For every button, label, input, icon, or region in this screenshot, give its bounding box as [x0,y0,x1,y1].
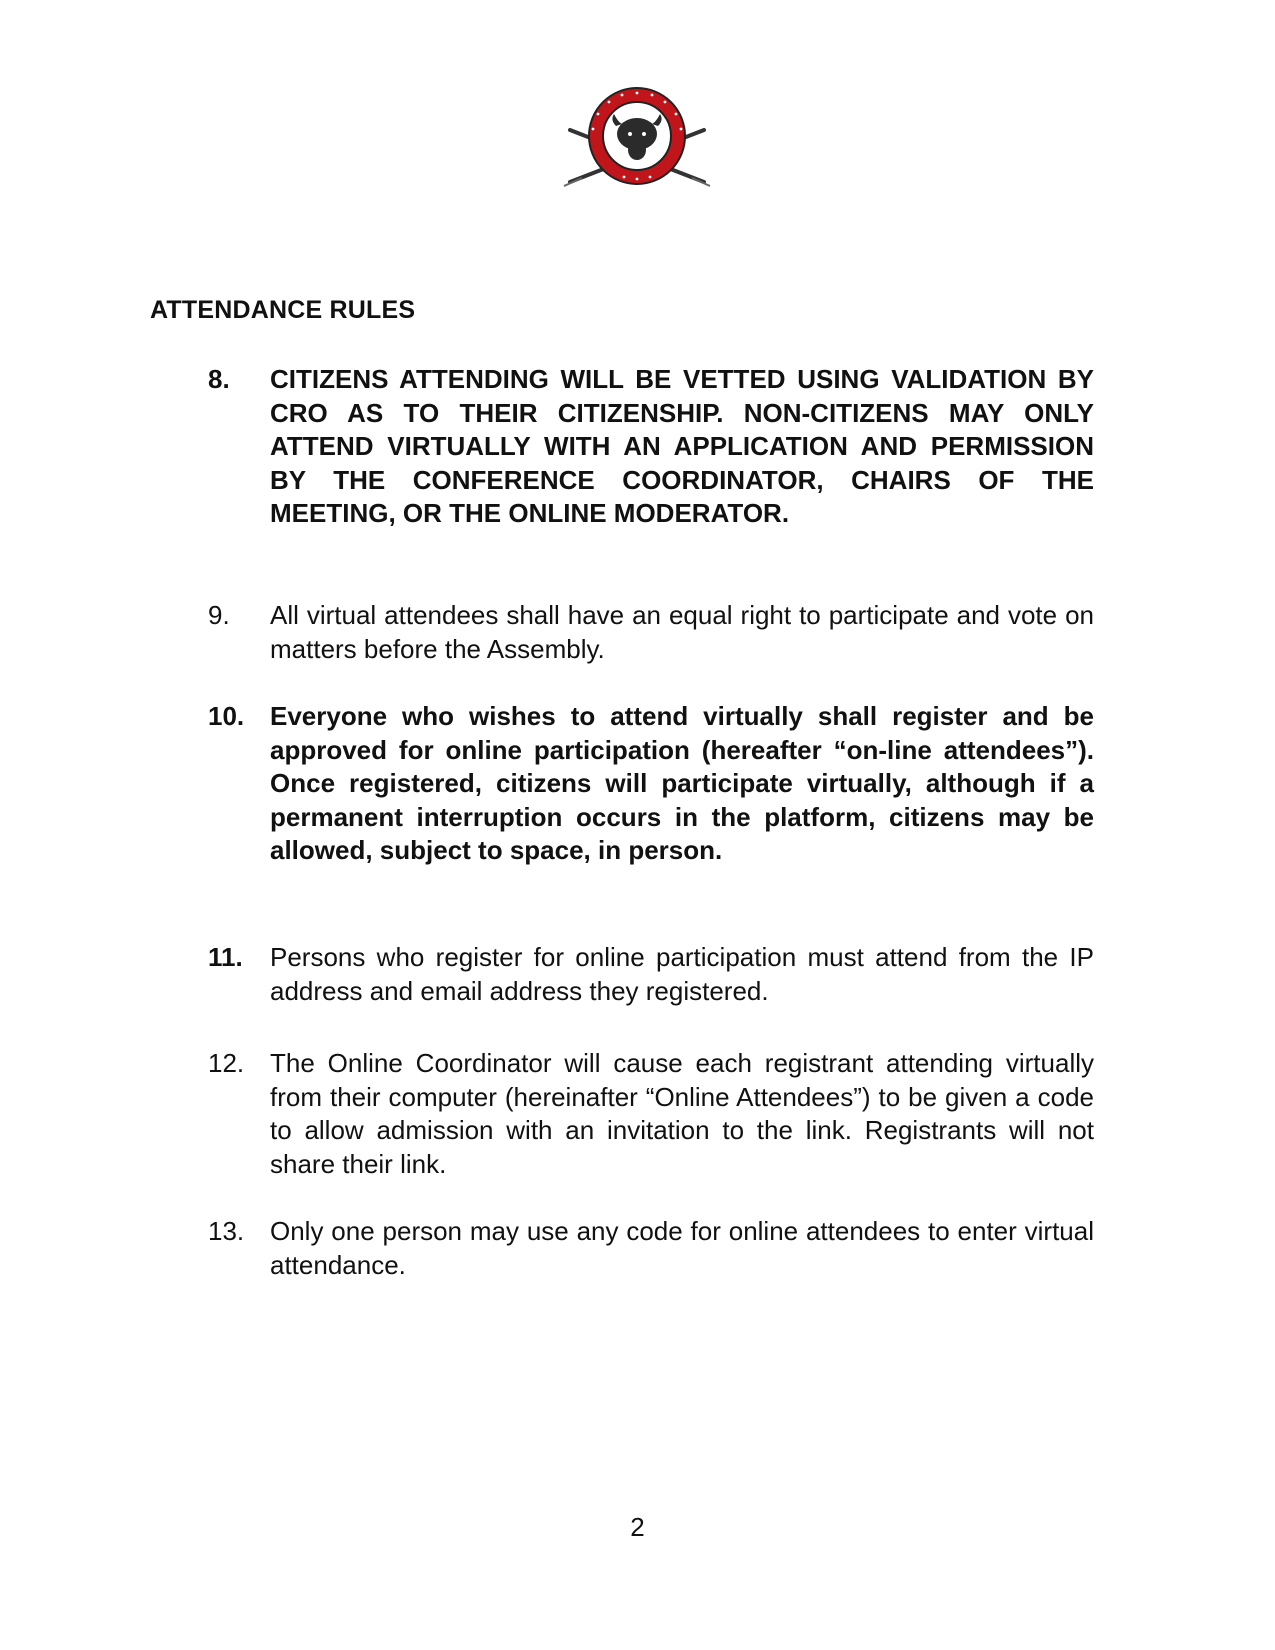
rule-text: The Online Coordinator will cause each registrant attending virtually from their computer (hereinafter “Online Attendees”) to be given a code to allow admission with an invitation to the link. Registrants will not share their link. [270,1048,1094,1179]
rule-item [208,1047,1094,1181]
rule-item [208,1215,1094,1282]
rule-number: 9. [208,600,230,630]
rule-item [208,599,1094,666]
rule-number: 8. [208,364,230,394]
rule-text: Everyone who wishes to attend virtually shall register and be approved for online participation (hereafter “on-line attendees”). Once registered, citizens will participate virtually, although if a permanent interruption occurs in the platform, citizens may be allowed, subject to space, in person. [270,701,1094,865]
page-number: 2 [630,1512,645,1542]
section-heading: ATTENDANCE RULES [150,296,416,324]
rule-number: 10. [208,701,245,731]
rule-number: 11. [208,942,243,972]
federation-logo [560,84,714,196]
rule-text: Persons who register for online participation must attend from the IP address and email address they registered. [270,942,1094,1006]
rule-number: 13. [208,1216,245,1246]
rule-number: 12. [208,1048,245,1078]
rule-item [208,941,1094,1008]
rule-text: All virtual attendees shall have an equal right to participate and vote on matters before the Assembly. [270,600,1094,664]
rule-text: CITIZENS ATTENDING WILL BE VETTED USING VALIDATION BY CRO AS TO THEIR CITIZENSHIP. NON-CITIZENS MAY ONLY ATTEND VIRTUALLY WITH AN APPLICATION AND PERMISSION BY THE CONFERENCE COORDINATOR, CHAIRS OF THE MEETING, OR THE ONLINE MODERATOR. [270,364,1094,528]
rule-text: Only one person may use any code for online attendees to enter virtual attendance. [270,1216,1094,1280]
rule-item [208,363,1094,531]
rule-item [208,700,1094,868]
